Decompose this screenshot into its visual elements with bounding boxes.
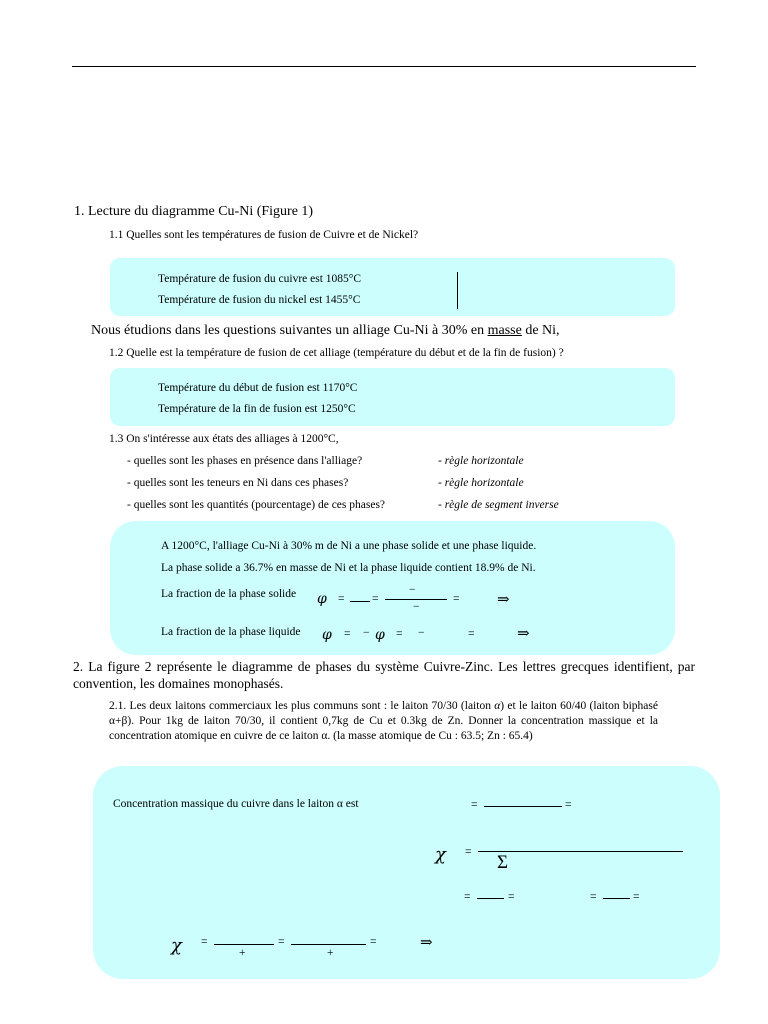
- equals-sign: =: [201, 936, 208, 948]
- equals-sign: =: [590, 891, 597, 903]
- equals-sign: =: [370, 936, 377, 948]
- equals-sign: =: [565, 799, 572, 811]
- equals-sign: =: [464, 891, 471, 903]
- minus-sign: −: [363, 627, 370, 639]
- solid-fraction-label: La fraction de la phase solide: [161, 588, 297, 600]
- equals-sign: =: [465, 846, 472, 858]
- answer-box-4: [93, 766, 720, 979]
- equals-sign: =: [508, 891, 515, 903]
- minus-sign: −: [418, 627, 425, 639]
- q21-part-a: 2.1. Les deux laitons commerciaux les plus communs sont : le laiton 70/30 (laiton: [109, 700, 495, 712]
- mass-concentration-label: Concentration massique du cuivre dans le laiton α est: [113, 798, 359, 810]
- chi-symbol: χ: [435, 844, 446, 865]
- fraction-bar: [484, 806, 562, 807]
- rule-inverse-segment: - règle de segment inverse: [438, 499, 559, 511]
- intro-underlined: masse: [487, 323, 522, 338]
- phi-symbol: φ: [322, 627, 332, 643]
- sub-question-phases: - quelles sont les phases en présence dans l'alliage?: [127, 455, 363, 467]
- question-1-3: 1.3 On s'intéresse aux états des alliages à 1200°C,: [109, 433, 339, 445]
- q21-part-b: ) et le laiton 60/40 (laiton biphasé: [500, 700, 658, 712]
- header-rule: [72, 66, 696, 67]
- intro-post: de Ni,: [521, 323, 560, 338]
- fraction-bar: [603, 898, 630, 899]
- melt-end-temp: Température de la fin de fusion est 1250°C: [158, 403, 356, 415]
- equals-sign: =: [338, 593, 345, 605]
- fraction-bar: [214, 944, 274, 945]
- equals-sign: =: [372, 593, 379, 605]
- phi-symbol: φ: [375, 627, 385, 643]
- sigma-symbol: Σ: [497, 852, 509, 873]
- rule-horizontal-1: - règle horizontale: [438, 455, 524, 467]
- melt-start-temp: Température du début de fusion est 1170°C: [158, 382, 358, 394]
- fraction-bar: [478, 851, 683, 852]
- fraction-bar: [350, 601, 370, 602]
- liquid-fraction-label: La fraction de la phase liquide: [161, 626, 301, 638]
- minus-sign: −: [413, 601, 420, 613]
- plus-sign: +: [327, 947, 334, 959]
- equals-sign: =: [471, 799, 478, 811]
- alpha-beta-symbol: α+β: [109, 715, 128, 727]
- equals-sign: =: [344, 628, 351, 640]
- fraction-bar: [291, 944, 366, 945]
- phi-symbol: φ: [317, 591, 327, 607]
- minus-sign: −: [409, 584, 416, 596]
- sub-question-quantities: - quelles sont les quantités (pourcentage) de ces phases?: [127, 499, 386, 511]
- equals-sign: =: [633, 891, 640, 903]
- phase-composition: La phase solide a 36.7% en masse de Ni et la phase liquide contient 18.9% de Ni.: [161, 562, 536, 574]
- sub-question-contents: - quelles sont les teneurs en Ni dans ces phases?: [127, 477, 349, 489]
- equals-sign: =: [278, 936, 285, 948]
- equals-sign: =: [468, 628, 475, 640]
- fraction-bar: [385, 599, 447, 600]
- intro-text: [91, 323, 560, 339]
- rule-horizontal-2: - règle horizontale: [438, 477, 524, 489]
- question-1-2: 1.2 Quelle est la température de fusion de cet alliage (température du début et de la fin de fusion) ?: [109, 347, 564, 359]
- implies-arrow: ⇒: [420, 935, 433, 951]
- plus-sign: +: [239, 947, 246, 959]
- intro-pre: Nous étudions dans les questions suivantes un alliage Cu-Ni à 30% en: [91, 323, 488, 338]
- text-cursor: [457, 272, 458, 309]
- cu-melting-temp: Température de fusion du cuivre est 1085°C: [158, 273, 362, 285]
- alpha-symbol: α: [494, 700, 501, 712]
- answer-box-3: [110, 521, 675, 655]
- question-1-1: 1.1 Quelles sont les températures de fusion de Cuivre et de Nickel?: [109, 229, 419, 241]
- section2-title: 2. La figure 2 représente le diagramme de phases du système Cuivre-Zinc. Les lettres grecques identifient, par convention, les domaines monophasés.: [73, 659, 695, 691]
- q21-part-c: ). Pour 1kg de laiton 70/30, il contient 0,7kg de Cu et 0.3kg de Zn. Donner la concentration massique et la concentration atomique en cuivre de ce laiton α. (la masse atomique de Cu : 63.5; Zn : 65.4): [109, 715, 658, 742]
- fraction-bar: [477, 898, 504, 899]
- ni-melting-temp: Température de fusion du nickel est 1455°C: [158, 294, 361, 306]
- section1-title: 1. Lecture du diagramme Cu-Ni (Figure 1): [74, 204, 314, 219]
- equals-sign: =: [396, 628, 403, 640]
- answer-box-1: [110, 258, 675, 316]
- question-2-1: [109, 699, 658, 744]
- chi-symbol: χ: [171, 935, 182, 956]
- implies-arrow: ⇒: [497, 592, 510, 608]
- implies-arrow: ⇒: [517, 626, 530, 642]
- equals-sign: =: [453, 593, 460, 605]
- answer-box-2: [110, 368, 675, 426]
- phase-statement: A 1200°C, l'alliage Cu-Ni à 30% m de Ni a une phase solide et une phase liquide.: [161, 540, 537, 552]
